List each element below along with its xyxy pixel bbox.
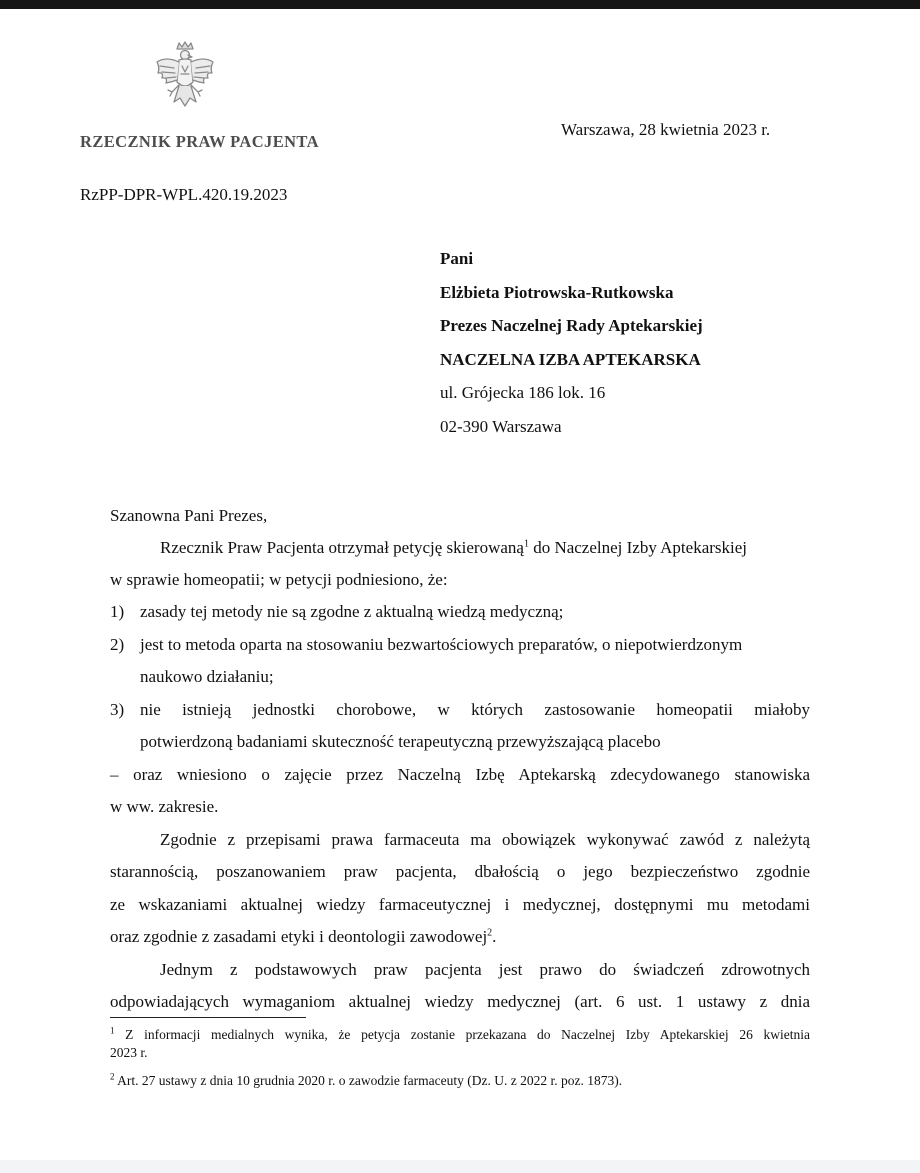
paragraph-1-line-2: w sprawie homeopatii; w petycji podniesiono, że: — [110, 570, 448, 589]
addressee-organization: NACZELNA IZBA APTEKARSKA — [440, 349, 701, 369]
footnote-divider — [110, 1017, 306, 1018]
footnote-ref-1: 1 — [523, 538, 529, 550]
paragraph-2-line-1: Zgodnie z przepisami prawa farmaceuta ma obowiązek wykonywać zawód z należytą — [160, 830, 810, 849]
paragraph-1-line-1: Rzecznik Praw Pacjenta otrzymał petycję skierowaną$^1$ do Naczelnej Izby Aptekarskiej — [160, 538, 748, 557]
list-number: 2) — [110, 635, 125, 654]
paragraph-1-cont-line-2: w ww. zakresie. — [110, 797, 219, 816]
addressee-block — [440, 248, 703, 449]
paragraph-2-line-3: ze wskazaniami aktualnej wiedzy farmaceutycznej i medycznej, dostępnymi mu metodami — [110, 895, 810, 914]
paragraph-2-line-2: starannością, poszanowaniem praw pacjenta, dbałością o jego bezpieczeństwo zgodnie — [110, 862, 810, 881]
reference-number: RzPP-DPR-WPL.420.19.2023 — [80, 185, 288, 204]
institution-name: RZECZNIK PRAW PACJENTA — [80, 132, 319, 151]
addressee-city: 02-390 Warszawa — [440, 416, 562, 436]
paragraph-1-cont-line-1: – oraz wniesiono o zajęcie przez Naczelną Izbę Aptekarską zdecydowanego stanowiska — [110, 765, 810, 784]
letter-date: Warszawa, 28 kwietnia 2023 r. — [561, 120, 771, 139]
list-number: 1) — [110, 602, 125, 621]
list-text: nie istnieją jednostki chorobowe, w których zastosowanie homeopatii miałoby — [140, 700, 810, 719]
greeting: Szanowna Pani Prezes, — [110, 506, 268, 525]
footnote-1: $^1$ Z informacji medialnych wynika, że petycja zostanie przekazana do Naczelnej Izby Aptekarskiej 26 kwietnia 2023 r. — [110, 1025, 810, 1060]
screen-top-bar — [0, 0, 920, 9]
list-number: 3) — [110, 700, 125, 719]
screen-bottom-strip — [0, 1160, 920, 1173]
addressee-street: ul. Grójecka 186 lok. 16 — [440, 383, 606, 402]
footnote-2: $^2$ Art. 27 ustawy z dnia 10 grudnia 2020 r. o zawodzie farmaceuty (Dz. U. z 2022 r. poz. 1873). — [110, 1071, 623, 1088]
paragraph-3-line-1: Jednym z podstawowych praw pacjenta jest prawo do świadczeń zdrowotnych — [160, 960, 810, 979]
polish-eagle-emblem-icon — [152, 40, 218, 124]
paragraph-3-line-2: odpowiadających wymaganiom aktualnej wiedzy medycznej (art. 6 ust. 1 ustawy z dnia — [110, 992, 810, 1011]
list-item-3-cont: potwierdzoną badaniami skuteczność terapeutyczną przewyższającą placebo — [140, 732, 661, 751]
list-item-2-cont: naukowo działaniu; — [140, 667, 274, 686]
paragraph-2-line-4: oraz zgodnie z zasadami etyki i deontologii zawodowej$^2$. — [110, 927, 497, 946]
addressee-name: Elżbieta Piotrowska-Rutkowska — [440, 282, 674, 302]
addressee-position: Prezes Naczelnej Rady Aptekarskiej — [440, 316, 703, 335]
list-text: jest to metoda oparta na stosowaniu bezwartościowych preparatów, o niepotwierdzonym — [140, 635, 743, 654]
list-text: zasady tej metody nie są zgodne z aktualną wiedzą medyczną; — [140, 602, 564, 621]
addressee-salutation: Pani — [440, 249, 474, 268]
footnote-ref-2: 2 — [487, 927, 493, 939]
